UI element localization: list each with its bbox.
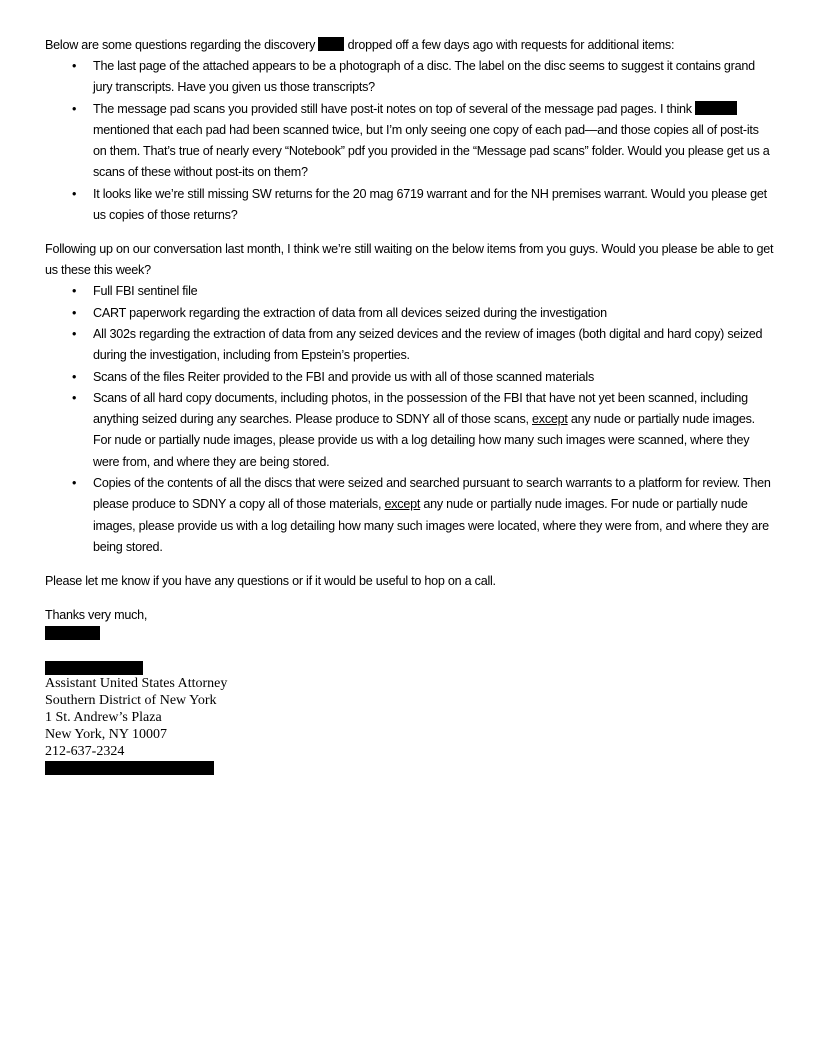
list-item — [45, 324, 775, 367]
list-item — [45, 473, 775, 558]
item-text: CART paperwork regarding the extraction of data from all devices seized during the investigation — [93, 305, 607, 320]
list-item — [45, 367, 775, 388]
list-item — [45, 99, 775, 184]
item-text: mentioned that each pad had been scanned twice, but I’m only seeing one copy of each pad—and those copies all of post-its on them. That’s true of nearly every “Notebook” pdf you provided in the “Message pad scans” folder. Would you please get us a scans of these without post-its on them? — [93, 122, 770, 180]
item-text: The last page of the attached appears to be a photograph of a disc. The label on the disc seems to suggest it contains grand jury transcripts. Have you given us those transcripts? — [93, 59, 755, 95]
bullet-icon: • — [72, 59, 77, 73]
list-item — [45, 388, 775, 473]
list-item — [45, 56, 775, 99]
redaction — [45, 761, 214, 775]
bullet-icon: • — [72, 284, 77, 299]
intro-text: Below are some questions regarding the discovery — [45, 38, 316, 52]
item-text: It looks like we’re still missing SW returns for the 20 mag 6719 warrant and for the NH premises warrant. Would you please get us copies of those returns? — [93, 186, 767, 223]
closing-paragraph: Please let me know if you have any questions or if it would be useful to hop on a call. — [45, 574, 496, 589]
bullet-icon: • — [72, 390, 77, 405]
list-item — [45, 303, 775, 324]
signoff: Thanks very much, — [45, 608, 148, 623]
item-text: any nude or partially nude images. For nude or partially nude images, please provide us with a log detailing how many such images were located, where they were from, and where they are being stored. — [93, 497, 769, 554]
bullet-icon: • — [72, 476, 77, 491]
email-body — [45, 35, 775, 775]
signature-office: Southern District of New York — [45, 693, 217, 709]
bullet-icon: • — [72, 305, 77, 320]
bullet-icon: • — [72, 369, 77, 384]
redaction — [45, 661, 143, 675]
intro-text: dropped off a few days ago with requests for additional items: — [347, 38, 675, 52]
redaction — [318, 37, 344, 51]
redaction — [45, 626, 100, 640]
item-text: Scans of all hard copy documents, including photos, in the possession of the FBI that have not yet been scanned, including anything seized during any searches. Please produce to SDNY all of those scans, — [93, 390, 748, 427]
item-text: any nude or partially nude images. For nude or partially nude images, please provide us with a log detailing how many such images were scanned, where they were from, and where they are being stored. — [93, 412, 755, 469]
item-text: Copies of the contents of all the discs that were seized and searched pursuant to search warrants to a platform for review. Then please produce to SDNY a copy all of those materials, — [93, 476, 771, 512]
followup-paragraph: Following up on our conversation last month, I think we’re still waiting on the below items from you guys. Would you please be able to get us these this week? — [45, 242, 774, 278]
intro-paragraph — [45, 35, 775, 56]
signature-block — [45, 675, 775, 760]
list-item — [45, 281, 775, 302]
item-text: Scans of the files Reiter provided to the FBI and provide us with all of those scanned materials — [93, 369, 595, 384]
bullet-icon: • — [72, 101, 77, 116]
underlined-text: except — [384, 497, 421, 512]
item-text: Full FBI sentinel file — [93, 284, 198, 299]
signature-address: 1 St. Andrew’s Plaza — [45, 710, 162, 726]
bullet-icon: • — [72, 326, 77, 341]
signature-title: Assistant United States Attorney — [45, 676, 228, 692]
item-text: The message pad scans you provided still have post-it notes on top of several of the message pad pages. I think — [93, 101, 696, 116]
signature-phone: 212-637-2324 — [45, 744, 125, 760]
item-text: All 302s regarding the extraction of data from any seized devices and the review of images (both digital and hard copy) seized during the investigation, including from Epstein’s properties. — [93, 326, 763, 363]
signature-city: New York, NY 10007 — [45, 727, 167, 743]
bullet-icon: • — [72, 186, 77, 201]
items-list — [45, 281, 775, 558]
questions-list — [45, 56, 775, 226]
list-item — [45, 184, 775, 227]
redaction — [695, 101, 737, 115]
underlined-text: except — [532, 412, 568, 427]
